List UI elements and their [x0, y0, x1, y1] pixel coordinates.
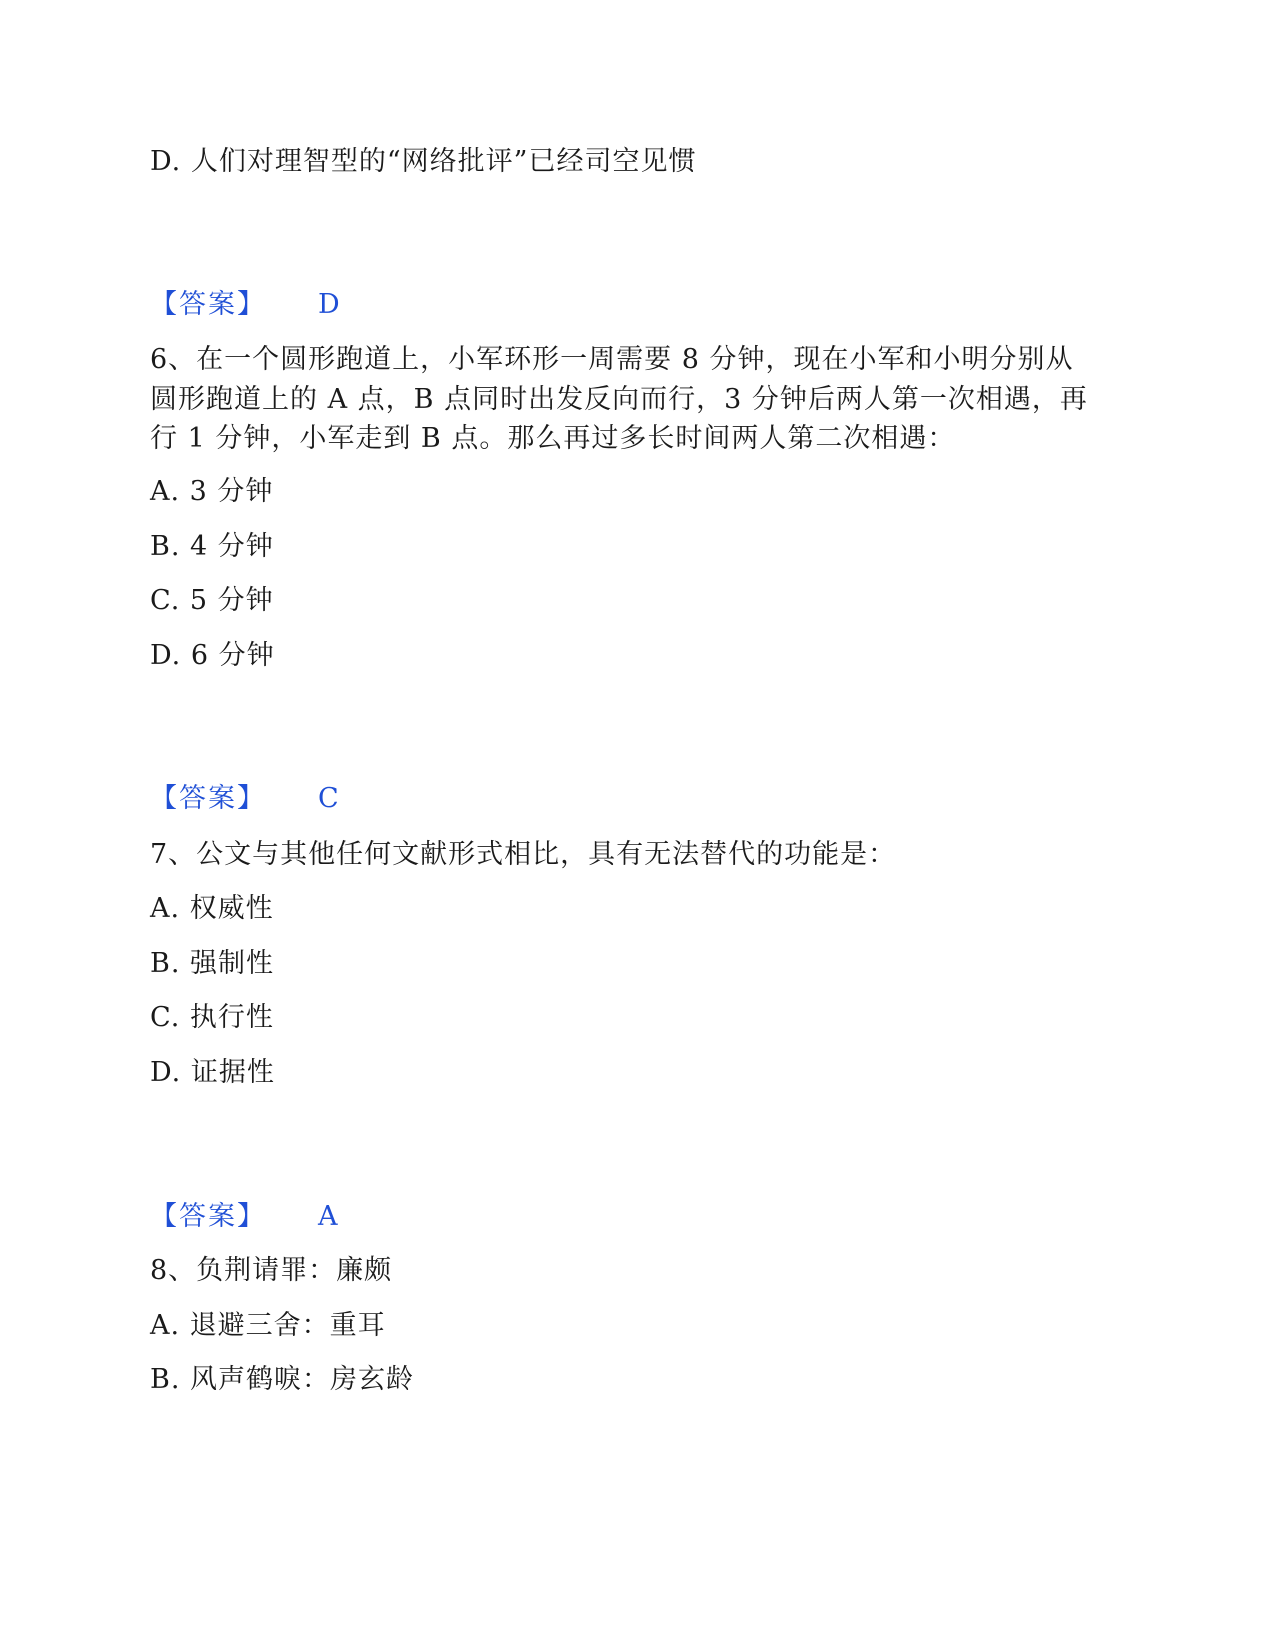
answer-label: 【答案】 [150, 783, 266, 814]
answer-value: C [318, 783, 340, 814]
answer-label: 【答案】 [150, 289, 266, 320]
q7-option-d: D. 证据性 [150, 1057, 275, 1088]
q6-option-d: D. 6 分钟 [150, 640, 275, 671]
q6-option-c: C. 5 分钟 [150, 585, 274, 616]
answer-value: A [318, 1201, 339, 1232]
q7-answer-row [150, 1197, 339, 1237]
q6-stem-line-3: 行 1 分钟，小军走到 B 点。那么再过多长时间两人第二次相遇： [150, 423, 956, 454]
answer-value: D [318, 289, 341, 320]
q7-stem: 7、公文与其他任何文献形式相比，具有无法替代的功能是： [150, 839, 897, 870]
q7-option-b: B. 强制性 [150, 948, 275, 979]
q8-option-a: A. 退避三舍：重耳 [150, 1310, 386, 1341]
q6-stem-line-2: 圆形跑道上的 A 点，B 点同时出发反向而行，3 分钟后两人第一次相遇，再 [150, 384, 1088, 415]
q7-option-c: C. 执行性 [150, 1002, 274, 1033]
q6-option-a: A. 3 分钟 [150, 476, 274, 507]
q6-answer-row [150, 779, 340, 819]
q7-option-a: A. 权威性 [150, 893, 274, 924]
q6-option-b: B. 4 分钟 [150, 531, 274, 562]
q6-stem-line-1: 6、在一个圆形跑道上，小军环形一周需要 8 分钟，现在小军和小明分别从 [150, 344, 1074, 375]
answer-label: 【答案】 [150, 1201, 266, 1232]
q5-answer-row [150, 285, 341, 325]
q8-option-b: B. 风声鹤唳：房玄龄 [150, 1364, 415, 1395]
q5-option-d: D. 人们对理智型的“网络批评”已经司空见惯 [150, 146, 697, 177]
q8-stem: 8、负荆请罪：廉颇 [150, 1255, 393, 1286]
